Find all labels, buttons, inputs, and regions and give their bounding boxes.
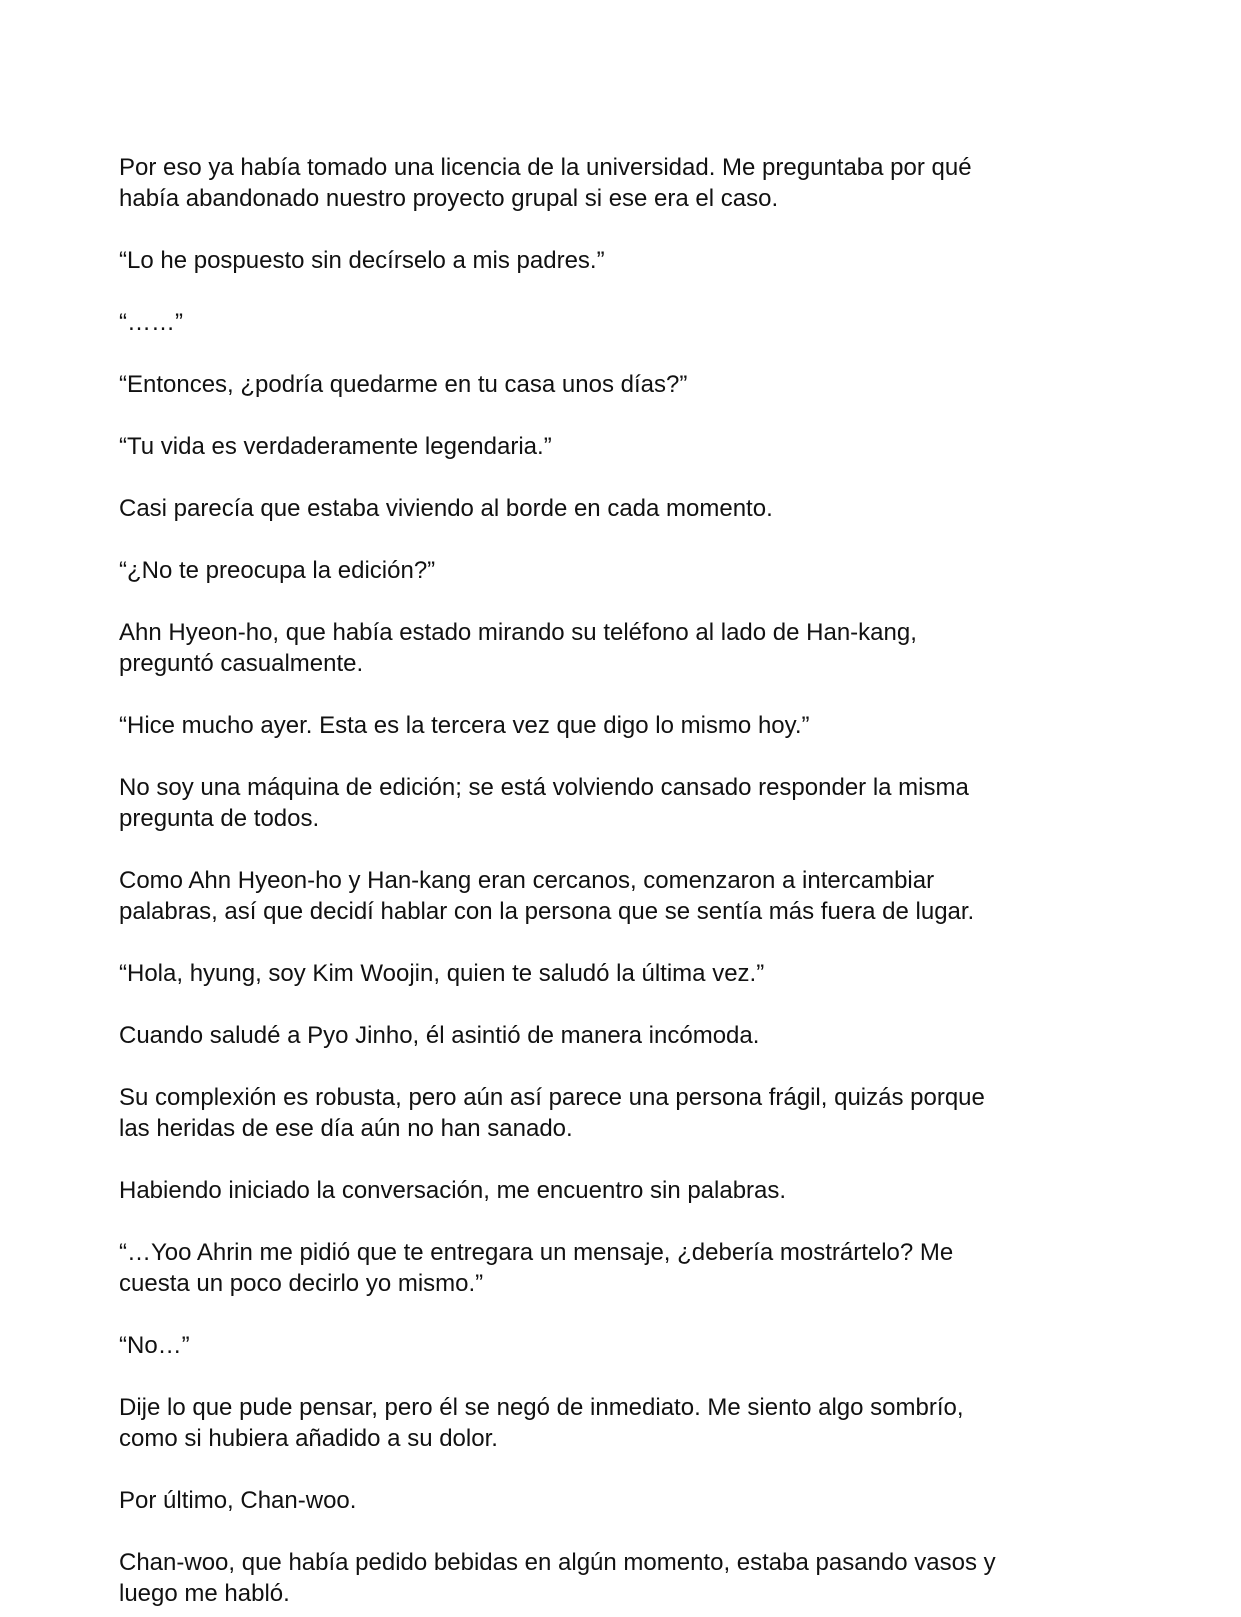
paragraph [119, 1020, 1121, 1051]
text-line: Casi parecía que estaba viviendo al borde en cada momento. [119, 495, 773, 522]
body-text [119, 152, 1121, 1609]
paragraph [119, 555, 1121, 586]
text-line: como si hubiera añadido a su dolor. [119, 1425, 498, 1452]
paragraph [119, 1175, 1121, 1206]
text-line: “No…” [119, 1332, 190, 1359]
text-line: “…Yoo Ahrin me pidió que te entregara un mensaje, ¿debería mostrártelo? Me [119, 1239, 954, 1266]
text-line: “¿No te preocupa la edición?” [119, 557, 436, 584]
text-line: palabras, así que decidí hablar con la persona que se sentía más fuera de lugar. [119, 898, 975, 925]
text-line: No soy una máquina de edición; se está volviendo cansado responder la misma [119, 774, 969, 801]
text-line: Su complexión es robusta, pero aún así parece una persona frágil, quizás porque [119, 1084, 985, 1111]
text-line: Dije lo que pude pensar, pero él se negó de inmediato. Me siento algo sombrío, [119, 1394, 964, 1421]
paragraph [119, 1237, 1121, 1299]
paragraph [119, 493, 1121, 524]
paragraph [119, 1082, 1121, 1144]
text-line: “Entonces, ¿podría quedarme en tu casa unos días?” [119, 371, 688, 398]
paragraph [119, 1330, 1121, 1361]
text-line: Por último, Chan-woo. [119, 1487, 357, 1514]
text-line: “Tu vida es verdaderamente legendaria.” [119, 433, 552, 460]
paragraph [119, 431, 1121, 462]
text-line: Chan-woo, que había pedido bebidas en algún momento, estaba pasando vasos y [119, 1549, 996, 1576]
paragraph [119, 617, 1121, 679]
text-line: “Hice mucho ayer. Esta es la tercera vez que digo lo mismo hoy.” [119, 712, 810, 739]
paragraph [119, 369, 1121, 400]
text-line: Ahn Hyeon-ho, que había estado mirando su teléfono al lado de Han-kang, [119, 619, 917, 646]
text-line: preguntó casualmente. [119, 650, 364, 677]
text-line: había abandonado nuestro proyecto grupal si ese era el caso. [119, 185, 779, 212]
paragraph [119, 958, 1121, 989]
text-line: Por eso ya había tomado una licencia de la universidad. Me preguntaba por qué [119, 154, 972, 181]
paragraph [119, 152, 1121, 214]
text-line: “Hola, hyung, soy Kim Woojin, quien te saludó la última vez.” [119, 960, 765, 987]
paragraph [119, 1392, 1121, 1454]
text-line: “……” [119, 309, 183, 336]
text-line: cuesta un poco decirlo yo mismo.” [119, 1270, 484, 1297]
text-line: Cuando saludé a Pyo Jinho, él asintió de manera incómoda. [119, 1022, 760, 1049]
text-line: pregunta de todos. [119, 805, 320, 832]
paragraph [119, 865, 1121, 927]
paragraph [119, 245, 1121, 276]
paragraph [119, 772, 1121, 834]
text-line: Como Ahn Hyeon-ho y Han-kang eran cercanos, comenzaron a intercambiar [119, 867, 935, 894]
paragraph [119, 1547, 1121, 1609]
paragraph [119, 710, 1121, 741]
text-line: luego me habló. [119, 1580, 290, 1607]
text-line: las heridas de ese día aún no han sanado. [119, 1115, 573, 1142]
paragraph [119, 307, 1121, 338]
text-line: Habiendo iniciado la conversación, me encuentro sin palabras. [119, 1177, 787, 1204]
text-line: “Lo he pospuesto sin decírselo a mis padres.” [119, 247, 605, 274]
paragraph [119, 1485, 1121, 1516]
